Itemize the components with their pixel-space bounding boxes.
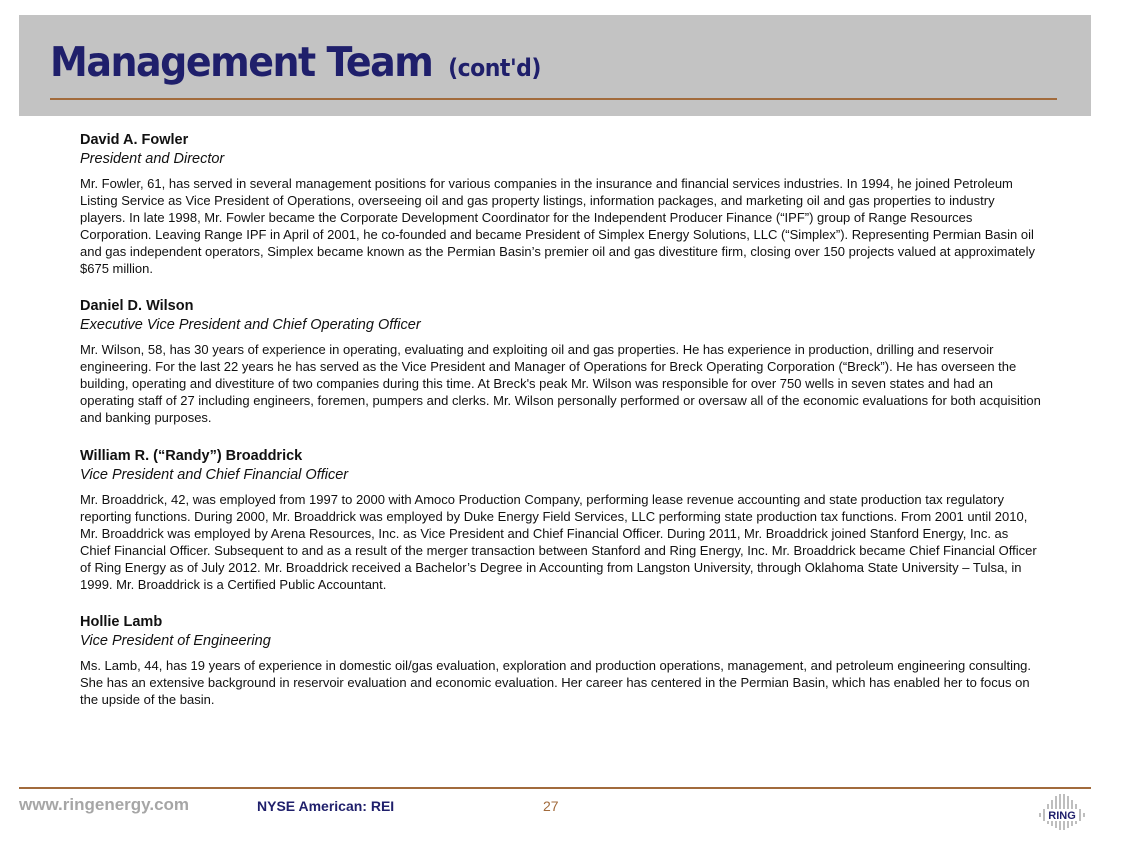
person-name: Daniel D. Wilson [80, 298, 194, 314]
person-bio: Ms. Lamb, 44, has 19 years of experience in domestic oil/gas evaluation, exploration and production operations, management, and petroleum engineering consulting. She has an extensive background in reservoir evaluation and economic evaluation. Her career has centered in the Permian Basin, which has enabled her to focus on the upside of the basin. [80, 658, 1032, 707]
page-number: 27 [543, 798, 559, 814]
management-list [80, 131, 1042, 708]
person-name: Hollie Lamb [80, 614, 163, 630]
page-title [50, 38, 541, 86]
person-lamb [80, 613, 1042, 708]
page-subtitle: (cont'd) [448, 55, 541, 83]
person-fowler [80, 131, 1042, 297]
person-role: Vice President of Engineering [80, 633, 271, 649]
person-bio: Mr. Fowler, 61, has served in several management positions for various companies in the insurance and financial services industries. In 1994, he joined Petroleum Listing Service as Vice President of Operations, overseeing oil and gas property listings, information packages, and marketing oil and gas properties to industry players. In late 1998, Mr. Fowler became the Corporate Development Coordinator for the Independent Producer Finance (“IPF”) group of Range Resources Corporation. Leaving Range IPF in April of 2001, he co-founded and became President of Simplex Energy Solutions, LLC (“Simplex”). Representing Permian Basin oil and gas independent operators, Simplex became known as the Permian Basin’s premier oil and gas divestiture firm, closing over 150 projects valued at approximately $675 million. [80, 176, 1036, 276]
person-role: President and Director [80, 151, 225, 167]
footer-website-link[interactable]: www.ringenergy.com [19, 795, 190, 814]
header-divider [50, 98, 1057, 100]
person-bio: Mr. Wilson, 58, has 30 years of experience in operating, evaluating and exploiting oil and gas properties. He has experience in production, drilling and reservoir engineering. For the last 22 years he has served as the Vice President and Manager of Operations for Breck Operating Corporation (“Breck”). He has overseen the building, operating and divestiture of two companies during this time. At Breck's peak Mr. Wilson was responsible for over 750 wells in seven states and had an operating staff of 27 including engineers, foremen, pumpers and clerks. Mr. Wilson personally performed or oversaw all of the economic evaluations for both acquisition and banking purposes. [80, 342, 1041, 425]
page-title-text: Management Team [50, 38, 433, 86]
ring-energy-logo-icon [1036, 793, 1088, 833]
person-broaddrick [80, 447, 1042, 613]
person-bio: Mr. Broaddrick, 42, was employed from 1997 to 2000 with Amoco Production Company, performing lease revenue accounting and state production tax regulatory reporting functions. During 2000, Mr. Broaddrick was employed by Duke Energy Field Services, LLC performing state production tax functions. From 2001 until 2010, Mr. Broaddrick was employed by Arena Resources, Inc. as Vice President and Chief Financial Officer. During 2011, Mr. Broaddrick joined Stanford Energy, Inc. as Chief Financial Officer. Subsequent to and as a result of the merger transaction between Stanford and Ring Energy, Inc. Mr. Broaddrick became Chief Financial Officer of Ring Energy as of July 2012. Mr. Broaddrick received a Bachelor’s Degree in Accounting from Langston University, through Oklahoma State University – Tulsa, in 1999. Mr. Broaddrick is a Certified Public Accountant. [80, 492, 1037, 592]
person-role: Executive Vice President and Chief Operating Officer [80, 317, 421, 333]
person-role: Vice President and Chief Financial Officer [80, 467, 349, 483]
person-wilson [80, 297, 1042, 447]
footer-divider [19, 787, 1091, 789]
logo-text: RING [1048, 810, 1076, 822]
footer-ticker: NYSE American: REI [257, 798, 395, 814]
person-name: William R. (“Randy”) Broaddrick [80, 448, 303, 464]
person-name: David A. Fowler [80, 132, 189, 148]
